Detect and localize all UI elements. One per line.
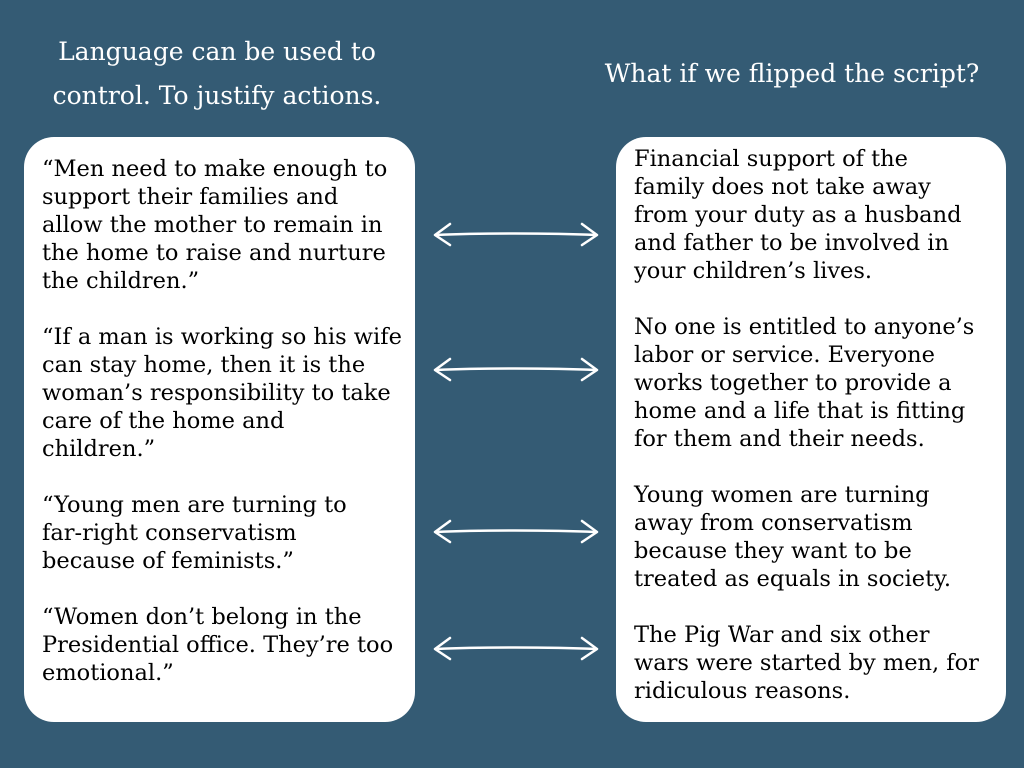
right-heading: What if we flipped the script? bbox=[604, 59, 980, 88]
statement-3: “Young men are turning to far-right conservatism because of feminists.” bbox=[42, 492, 347, 574]
statement-2: “If a man is working so his wife can stay home, then it is the woman’s responsibility to take care of the home and children.” bbox=[42, 324, 402, 462]
left-heading-line-2: control. To justify actions. bbox=[52, 81, 382, 110]
responses-card bbox=[616, 137, 1006, 722]
response-3 bbox=[634, 481, 1006, 593]
response-1-line: Financial support of the bbox=[634, 146, 908, 172]
response-3-line: Young women are turning bbox=[634, 482, 930, 508]
response-4-line: The Pig War and six other bbox=[634, 622, 930, 648]
double-headed-arrow-icon bbox=[430, 355, 602, 385]
statements-card bbox=[24, 137, 415, 722]
left-heading-line-1: Language can be used to bbox=[58, 37, 376, 66]
response-3-line: away from conservatism bbox=[634, 510, 913, 536]
double-headed-arrow-icon bbox=[430, 634, 602, 664]
response-3-line: treated as equals in society. bbox=[634, 566, 952, 592]
response-1-line: your children’s lives. bbox=[634, 258, 873, 284]
response-2-line: for them and their needs. bbox=[634, 426, 925, 452]
response-2-line: works together to provide a bbox=[634, 370, 952, 396]
response-3-line: because they want to be bbox=[634, 538, 912, 564]
response-1-line: from your duty as a husband bbox=[634, 202, 962, 228]
response-2-line: home and a life that is fitting bbox=[634, 398, 966, 424]
statement-4: “Women don’t belong in the Presidential office. They’re too emotional.” bbox=[42, 604, 394, 686]
left-heading bbox=[22, 30, 412, 118]
response-1 bbox=[634, 145, 1006, 285]
response-4-line: ridiculous reasons. bbox=[634, 678, 851, 704]
response-2-line: labor or service. Everyone bbox=[634, 342, 935, 368]
response-2-line: No one is entitled to anyone’s bbox=[634, 314, 975, 340]
double-headed-arrow-icon bbox=[430, 517, 602, 547]
statement-1: “Men need to make enough to support their families and allow the mother to remain in the home to raise and nurture the children.” bbox=[42, 156, 388, 294]
double-headed-arrow-icon bbox=[430, 220, 602, 250]
response-4 bbox=[634, 621, 1006, 705]
response-4-line: wars were started by men, for bbox=[634, 650, 979, 676]
response-1-line: and father to be involved in bbox=[634, 230, 949, 256]
response-2 bbox=[634, 313, 1006, 453]
response-1-line: family does not take away bbox=[634, 174, 931, 200]
